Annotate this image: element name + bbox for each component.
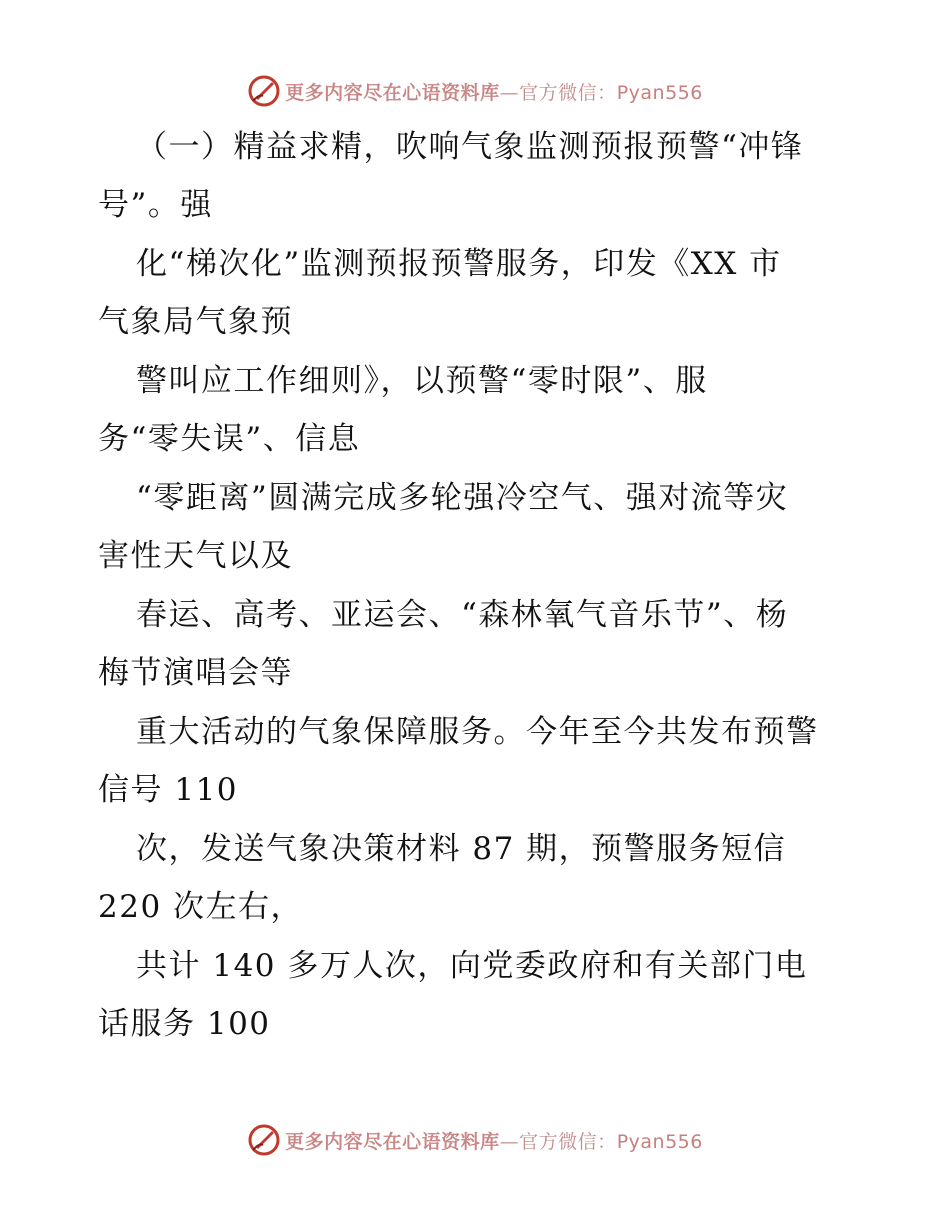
body-line: 220 次左右， [98, 889, 304, 925]
body-line: 务“零失误”、信息 [98, 421, 361, 457]
body-line: 春运、高考、亚运会、“森林氧气音乐节”、杨 [136, 597, 789, 633]
body-line: “零距离”圆满完成多轮强冷空气、强对流等灾 [136, 480, 789, 516]
watermark-contact-text: 官方微信： [519, 1130, 617, 1153]
header-watermark [0, 71, 950, 111]
body-line: 号”。强 [98, 187, 213, 223]
body-line: 话服务 100 [98, 1006, 271, 1042]
body-line: （一）精益求精，吹响气象监测预报预警“冲锋 [136, 129, 804, 165]
body-line: 警叫应工作细则》，以预警“零时限”、服 [136, 363, 708, 399]
body-line: 共计 140 多万人次，向党委政府和有关部门电 [136, 948, 808, 984]
red-quill-seal-icon [247, 1123, 281, 1157]
body-line: 信号 110 [98, 772, 239, 808]
watermark-main-text: 更多内容尽在心语资料库 [285, 1130, 500, 1153]
watermark-contact-text: 官方微信： [519, 81, 617, 104]
footer-watermark [0, 1120, 950, 1160]
body-line: 害性天气以及 [98, 538, 293, 574]
watermark-separator: — [499, 1130, 520, 1153]
watermark-contact-id: Pyan556 [616, 81, 703, 104]
red-quill-seal-icon [247, 74, 281, 108]
watermark-main-text: 更多内容尽在心语资料库 [285, 81, 500, 104]
body-line: 气象局气象预 [98, 304, 293, 340]
watermark-contact-id: Pyan556 [616, 1130, 703, 1153]
body-line: 梅节演唱会等 [98, 655, 293, 691]
body-line: 次，发送气象决策材料 87 期，预警服务短信 [136, 831, 787, 867]
watermark-separator: — [499, 81, 520, 104]
body-line: 化“梯次化”监测预报预警服务，印发《XX 市 [136, 246, 782, 282]
body-line: 重大活动的气象保障服务。今年至今共发布预警 [136, 714, 819, 750]
